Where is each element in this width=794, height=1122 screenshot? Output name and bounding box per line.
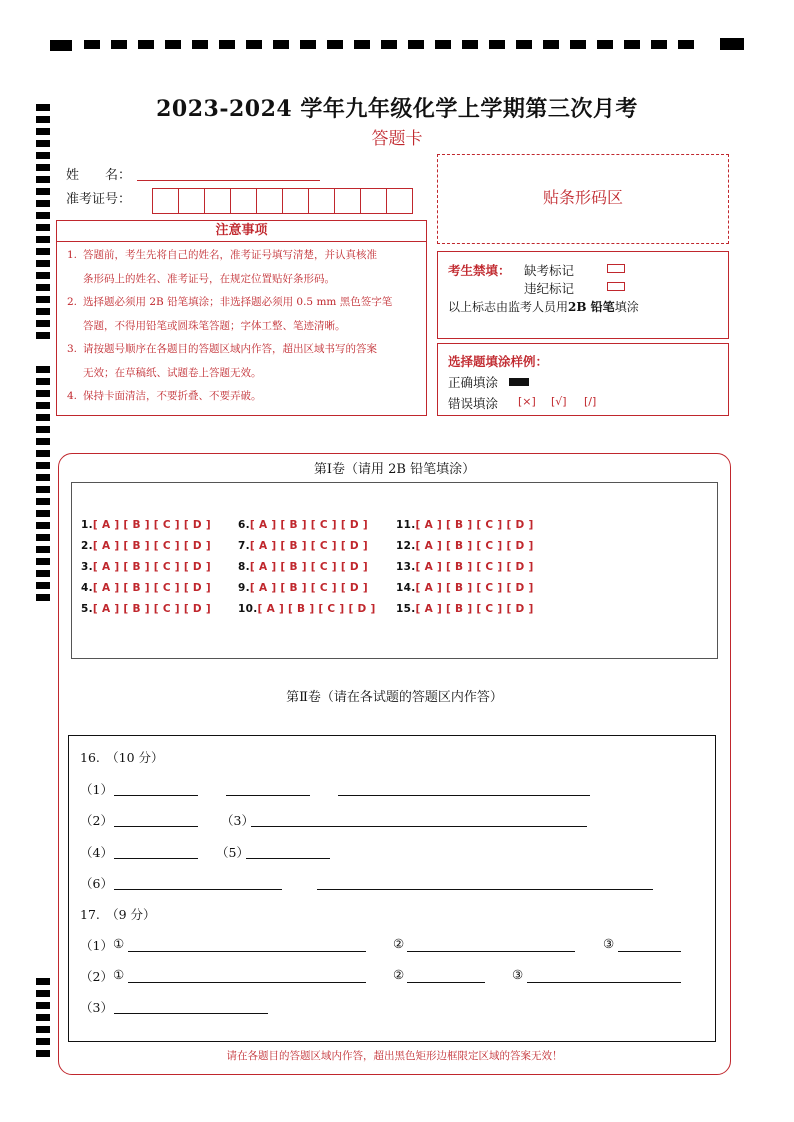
- note-item: 条形码上的姓名、准考证号，在规定位置贴好条形码。: [83, 272, 335, 285]
- violation-mark-box[interactable]: [607, 282, 625, 291]
- absent-label: 缺考标记: [524, 263, 575, 278]
- answer-line[interactable]: [618, 951, 681, 952]
- answer-line[interactable]: [338, 795, 590, 796]
- notes-heading: 注意事项: [57, 221, 426, 242]
- absent-mark-box[interactable]: [607, 264, 625, 273]
- mcq-row[interactable]: 12.[ A ] [ B ] [ C ] [ D ]: [396, 540, 534, 552]
- mcq-row[interactable]: 13.[ A ] [ B ] [ C ] [ D ]: [396, 561, 534, 573]
- wrong-mark-2: [√]: [551, 395, 567, 408]
- correct-label: 正确填涂: [448, 375, 499, 390]
- mcq-row[interactable]: 6.[ A ] [ B ] [ C ] [ D ]: [238, 519, 368, 531]
- circle-1: ①: [113, 967, 125, 982]
- answer-line[interactable]: [407, 982, 485, 983]
- q16-label: 16. （10 分）: [80, 750, 164, 765]
- circle-2: ②: [393, 936, 405, 951]
- mcq-row[interactable]: 8.[ A ] [ B ] [ C ] [ D ]: [238, 561, 368, 573]
- answer-line[interactable]: [128, 951, 366, 952]
- exam-id-box[interactable]: [204, 188, 231, 214]
- mcq-row[interactable]: 11.[ A ] [ B ] [ C ] [ D ]: [396, 519, 534, 531]
- exam-id-label: 准考证号：: [66, 192, 132, 207]
- exam-id-box[interactable]: [178, 188, 205, 214]
- q16-part3-label: （3）: [221, 813, 254, 828]
- forbidden-note: 以上标志由监考人员用2B 铅笔填涂: [448, 300, 639, 314]
- exam-id-box[interactable]: [152, 188, 179, 214]
- q16-part5-label: （5）: [216, 845, 249, 860]
- q16-part2-label: （2）: [80, 813, 113, 828]
- q17-part3-label: （3）: [80, 1000, 113, 1015]
- exam-id-box[interactable]: [230, 188, 257, 214]
- mcq-row[interactable]: 2.[ A ] [ B ] [ C ] [ D ]: [81, 540, 211, 552]
- forbidden-label: 考生禁填：: [448, 263, 511, 278]
- answer-line[interactable]: [407, 951, 575, 952]
- wrong-label: 错误填涂: [448, 396, 499, 411]
- q16-part4-label: （4）: [80, 845, 113, 860]
- mcq-row[interactable]: 10.[ A ] [ B ] [ C ] [ D ]: [238, 603, 376, 615]
- part1-title: 第Ⅰ卷（请用 2B 铅笔填涂）: [313, 462, 476, 477]
- answer-line[interactable]: [246, 858, 330, 859]
- exam-id-box[interactable]: [386, 188, 413, 214]
- mcq-row[interactable]: 15.[ A ] [ B ] [ C ] [ D ]: [396, 603, 534, 615]
- answer-line[interactable]: [114, 795, 198, 796]
- answer-line[interactable]: [128, 982, 366, 983]
- notes-box: [56, 220, 427, 416]
- note-item: 3. 请按题号顺序在各题目的答题区域内作答，超出区域书写的答案: [67, 343, 377, 355]
- name-label: 姓 名：: [66, 168, 132, 183]
- mcq-row[interactable]: 1.[ A ] [ B ] [ C ] [ D ]: [81, 519, 211, 531]
- name-field[interactable]: [137, 180, 320, 181]
- answer-line[interactable]: [251, 826, 587, 827]
- exam-id-boxes[interactable]: [152, 188, 413, 214]
- forbidden-box: [437, 251, 729, 339]
- note-item: 无效；在草稿纸、试题卷上答题无效。: [83, 366, 262, 379]
- q17-part1-label: （1）: [80, 938, 113, 953]
- exam-id-box[interactable]: [334, 188, 361, 214]
- exam-id-box[interactable]: [282, 188, 309, 214]
- note-item: 答题，不得用铅笔或圆珠笔答题；字体工整、笔迹清晰。: [83, 319, 346, 332]
- part2-title: 第Ⅱ卷（请在各试题的答题区内作答）: [286, 690, 503, 705]
- footer-warning: 请在各题目的答题区域内作答，超出黑色矩形边框限定区域的答案无效！: [226, 1050, 563, 1062]
- answer-line[interactable]: [114, 1013, 268, 1014]
- answer-line[interactable]: [527, 982, 681, 983]
- sample-box: [437, 343, 729, 416]
- wrong-mark-1: [×]: [518, 395, 536, 408]
- mcq-row[interactable]: 9.[ A ] [ B ] [ C ] [ D ]: [238, 582, 368, 594]
- answer-line[interactable]: [114, 826, 198, 827]
- mcq-row[interactable]: 3.[ A ] [ B ] [ C ] [ D ]: [81, 561, 211, 573]
- circle-3: ③: [603, 936, 615, 951]
- q17-label: 17. （9 分）: [80, 907, 156, 922]
- mcq-row[interactable]: 4.[ A ] [ B ] [ C ] [ D ]: [81, 582, 211, 594]
- wrong-mark-3: [/]: [584, 395, 597, 408]
- mcq-column-2: [238, 515, 376, 620]
- page-subtitle: 答题卡: [371, 129, 423, 149]
- circle-3: ③: [512, 967, 524, 982]
- mcq-column-3: [396, 515, 534, 620]
- answer-line[interactable]: [317, 889, 653, 890]
- note-item: 1. 答题前，考生先将自己的姓名，准考证号填写清楚，并认真核准: [67, 249, 377, 261]
- exam-id-box[interactable]: [256, 188, 283, 214]
- answer-line[interactable]: [226, 795, 310, 796]
- barcode-area: [437, 154, 729, 244]
- mcq-row[interactable]: 14.[ A ] [ B ] [ C ] [ D ]: [396, 582, 534, 594]
- mcq-column-1: [81, 515, 211, 620]
- exam-id-box[interactable]: [360, 188, 387, 214]
- notes-list: [57, 242, 426, 409]
- note-item: 4. 保持卡面清洁，不要折叠、不要弄破。: [67, 390, 262, 402]
- barcode-label: 贴条形码区: [542, 188, 623, 207]
- q17-part2-label: （2）: [80, 969, 113, 984]
- q16-part1-label: （1）: [80, 782, 113, 797]
- mcq-row[interactable]: 7.[ A ] [ B ] [ C ] [ D ]: [238, 540, 368, 552]
- q16-part6-label: （6）: [80, 876, 113, 891]
- note-item: 2. 选择题必须用 2B 铅笔填涂；非选择题必须用 0.5 mm 黑色签字笔: [67, 296, 393, 308]
- circle-2: ②: [393, 967, 405, 982]
- answer-line[interactable]: [114, 889, 282, 890]
- sample-title: 选择题填涂样例：: [448, 354, 549, 369]
- correct-fill-mark: [509, 378, 529, 386]
- answer-line[interactable]: [114, 858, 198, 859]
- circle-1: ①: [113, 936, 125, 951]
- violation-label: 违纪标记: [524, 281, 575, 296]
- mcq-row[interactable]: 5.[ A ] [ B ] [ C ] [ D ]: [81, 603, 211, 615]
- exam-id-box[interactable]: [308, 188, 335, 214]
- page-title: 2023-2024 学年九年级化学上学期第三次月考: [156, 96, 638, 122]
